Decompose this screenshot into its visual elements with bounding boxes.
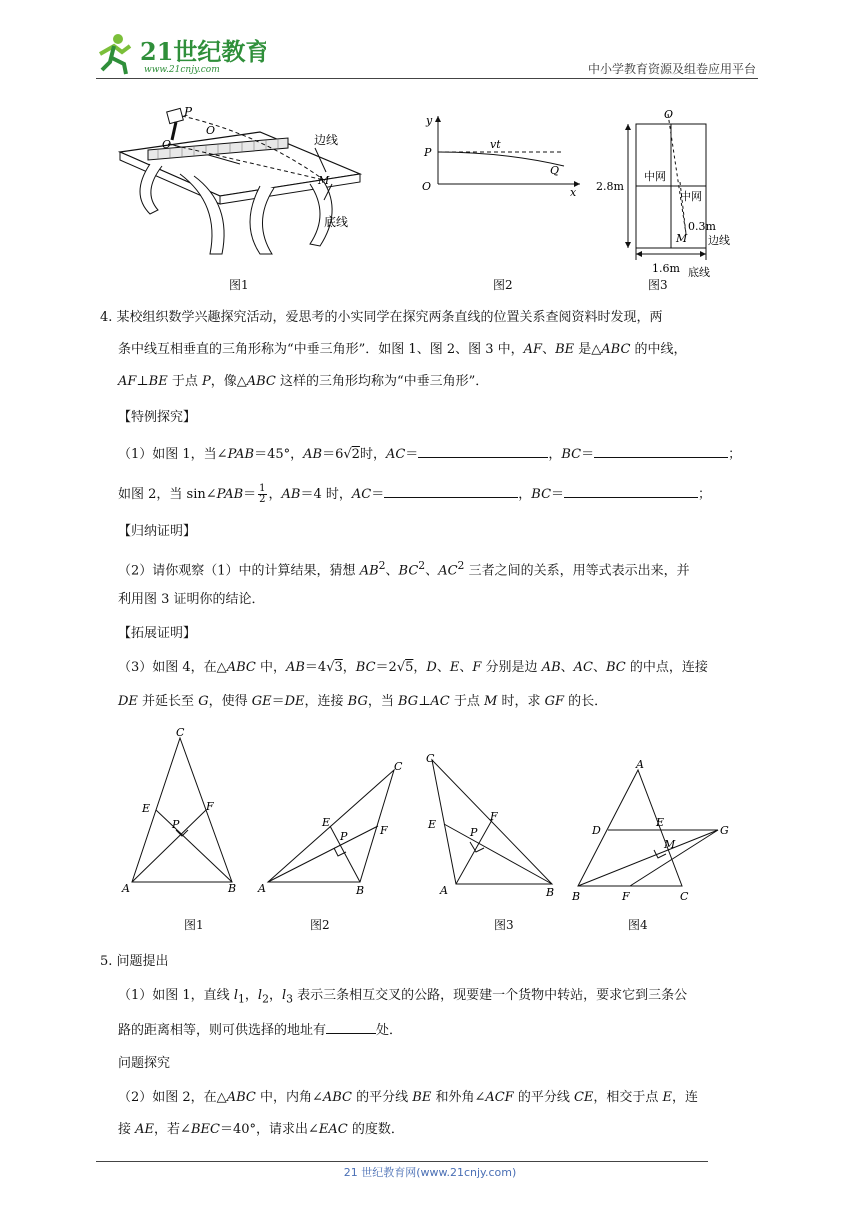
figure-triangle-1 [110,724,250,900]
fig4-2-label-A: A [258,882,266,895]
figure-triangle-3 [418,750,568,904]
fig3-label-O: O [664,108,674,121]
figure-triangle-2 [252,756,412,900]
q4-sub3-line2: DE 并延长至 G，使得 GE＝DE，连接 BG，当 BG⊥AC 于点 M 时，求 GF 的长． [118,694,608,709]
q4-sub2-line1: （2）请你观察（1）中的计算结果，猜想 $AB^2$、$BC^2$、$AC^2$ 三者之间的关系，用等式表示出来，并 [118,559,690,579]
fig4-3-caption: 图3 [494,918,514,932]
q4-section-induction: 【归纳证明】 [118,524,197,539]
q4-line2: 条中线互相垂直的三角形称为“中垂三角形”．如图 1、图 2、图 3 中，AF、BE 是△ABC 的中线， [118,342,687,357]
fig4-4-label-G: G [720,824,729,837]
fig4-4-label-F: F [622,890,630,903]
fig3-label-net1: 中网 [644,170,666,183]
header-divider [96,78,758,79]
figure-table-top-view [590,106,750,286]
figure-coordinate-trajectory [414,112,584,206]
fig4-1-label-B: B [228,882,237,895]
fig4-4-caption: 图4 [628,918,648,932]
logo-text: 21世纪教育 [140,37,266,66]
fig4-4-label-E: E [656,816,665,829]
fig4-3-label-C: C [426,752,435,765]
logo-url: www.21cnjy.com [144,65,220,75]
q4-line3: AF⊥BE 于点 P，像△ABC 这样的三角形均称为“中垂三角形”． [118,374,489,389]
q4-section-special: 【特例探究】 [118,410,197,425]
q4-sub3-line1: （3）如图 4，在△ABC 中，AB＝4√3，BC＝2√5，D、E、F 分别是边 AB、AC、BC 的中点，连接 [118,660,708,675]
q4-sub1-line2: 如图 2，当 sin∠PAB＝ $\frac{1}{2}$ ，AB＝4 时，AC＝ ，BC＝ ； [118,483,712,505]
fig2-label-y: y [426,114,433,127]
q5-sub1-line2: 路的距离相等，则可供选择的地址有 处． [118,1020,402,1041]
fig3-caption: 图3 [648,278,668,292]
fig3-label-width: 1.6m [652,262,680,275]
fig4-1-label-A: A [122,882,130,895]
answer-blank-count [326,1020,376,1034]
fig4-1-label-F: F [206,800,214,813]
fig2-caption: 图2 [493,278,513,292]
fig4-4-label-B: B [572,890,581,903]
fig3-label-M: M [676,232,688,245]
figure-triangle-4 [566,756,746,910]
q4-section-extension: 【拓展证明】 [118,626,197,641]
footer-divider [96,1161,708,1162]
fig4-3-label-B: B [546,886,555,899]
fig4-1-caption: 图1 [184,918,204,932]
fig1-label-O: O [162,138,172,151]
answer-blank-bc [594,444,728,458]
fig4-3-label-E: E [428,818,437,831]
fig4-3-label-F: F [490,810,498,823]
q5-title: 5. 问题提出 [100,954,169,969]
site-logo [96,32,266,80]
fig4-3-label-P: P [470,826,478,839]
fig3-label-distance: 0.3m [688,220,716,233]
fig2-label-P: P [424,146,432,159]
fig4-2-label-C: C [394,760,403,773]
fig3-label-height: 2.8m [596,180,624,193]
fig3-label-baseline: 底线 [688,266,710,279]
fig4-2-caption: 图2 [310,918,330,932]
fig4-2-label-P: P [340,830,348,843]
footer-link[interactable]: 21 世纪教育网(www.21cnjy.com) [343,1166,517,1179]
answer-blank-bc-2 [564,484,698,498]
fig1-label-P: P [184,105,193,119]
fig4-4-label-A: A [636,758,644,771]
q5-sub1-line1: （1）如图 1，直线 $l_1$，$l_2$，$l_3$ 表示三条相互交叉的公路，现要建一个货物中转站，要求它到三条公 [118,988,688,1006]
q5-section-explore: 问题探究 [118,1056,171,1071]
fig4-1-label-C: C [176,726,185,739]
fig1-label-M: M [318,174,330,187]
fig4-4-label-D: D [592,824,601,837]
fig4-1-label-E: E [142,802,151,815]
header-platform-text: 中小学教育资源及组卷应用平台 [587,62,756,76]
fraction-one-half: $\frac{1}{2}$ [259,483,266,505]
runner-logo-icon [100,34,130,74]
fig4-4-label-C: C [680,890,689,903]
fig1-caption: 图1 [229,278,249,292]
answer-blank-ac [418,444,548,458]
fig1-label-baseline: 底线 [324,215,349,229]
fig4-2-label-F: F [380,824,388,837]
figure-ping-pong-table [110,104,370,288]
q4-line1: 4. 某校组织数学兴趣探究活动，爱思考的小实同学在探究两条直线的位置关系查阅资料时发现，两 [100,310,663,325]
answer-blank-ac-2 [384,484,518,498]
fig2-label-Q: Q [550,164,560,177]
fig2-label-O: O [422,180,432,193]
fig4-4-label-M: M [664,838,676,851]
q5-sub2-line2: 接 AE，若∠BEC＝40°，请求出∠EAC 的度数． [118,1122,404,1137]
fig3-label-edge: 边线 [708,234,730,247]
fig4-2-label-E: E [322,816,331,829]
fig2-label-x: x [570,186,577,199]
fig4-2-label-B: B [356,884,365,896]
fig4-1-label-P: P [172,818,180,831]
fig2-label-vt: vt [490,138,501,151]
q4-sub2-line2: 利用图 3 证明你的结论． [118,592,265,607]
fig3-label-net2: 中网 [680,190,702,203]
fig1-label-O-top: O [206,124,216,137]
fig1-label-edge: 边线 [314,133,339,147]
q5-sub2-line1: （2）如图 2，在△ABC 中，内角∠ABC 的平分线 BE 和外角∠ACF 的平分线 CE，相交于点 E，连 [118,1090,699,1105]
fig4-3-label-A: A [440,884,448,897]
q4-sub1-line1: （1）如图 1，当∠PAB＝45°，AB＝6√2时，AC＝ ，BC＝ ； [118,444,741,465]
